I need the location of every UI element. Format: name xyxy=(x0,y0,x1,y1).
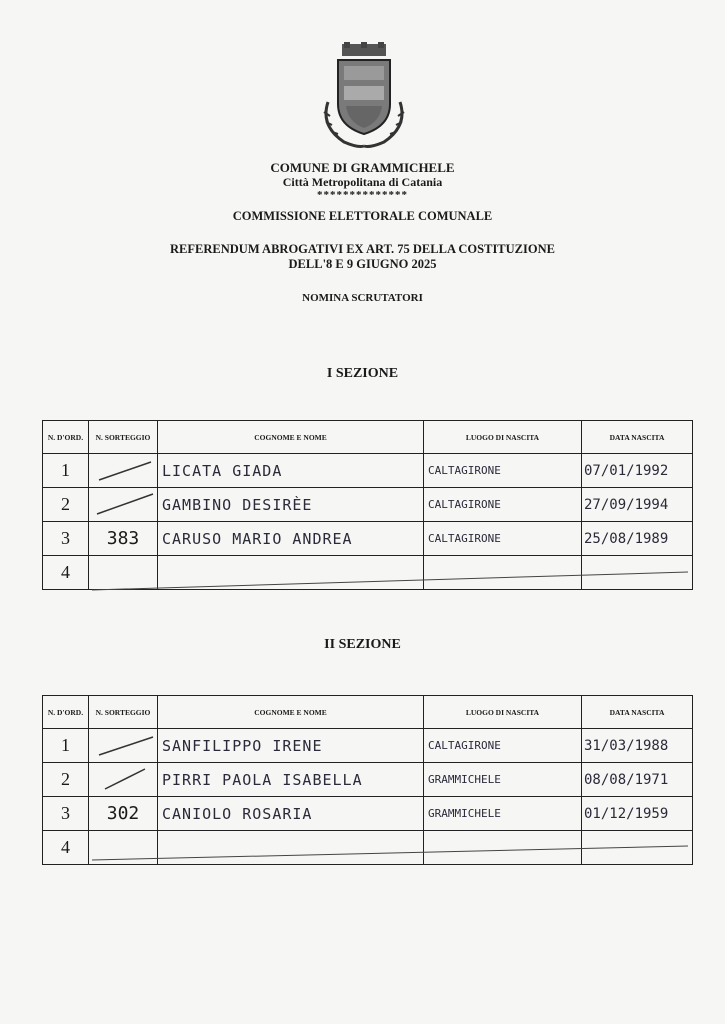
asterisk-divider: ************** xyxy=(317,189,408,201)
draw-number: 383 xyxy=(89,522,158,556)
row-number: 3 xyxy=(43,797,89,831)
birthdate: 25/08/1989 xyxy=(582,522,693,556)
birthdate: 31/03/1988 xyxy=(582,729,693,763)
birthdate: 08/08/1971 xyxy=(582,763,693,797)
section-title-2: II SEZIONE xyxy=(324,637,401,652)
strike-line xyxy=(90,840,690,866)
strike-line xyxy=(90,568,690,594)
scrutineer-name: PIRRI PAOLA ISABELLA xyxy=(158,763,424,797)
birthplace: CALTAGIRONE xyxy=(424,488,582,522)
draw-number xyxy=(89,454,158,488)
scrutineer-name: CARUSO MARIO ANDREA xyxy=(158,522,424,556)
table-row xyxy=(43,522,693,556)
col-header-order: N. D'ORD. xyxy=(43,696,89,729)
document-subject: NOMINA SCRUTATORI xyxy=(302,292,423,304)
table-row xyxy=(43,797,693,831)
metropolitan-city: Città Metropolitana di Catania xyxy=(282,175,443,189)
municipal-crest-icon xyxy=(314,42,414,152)
row-number: 2 xyxy=(43,763,89,797)
section-title-1: I SEZIONE xyxy=(326,366,399,381)
col-header-birthdate: DATA NASCITA xyxy=(582,696,693,729)
table-row xyxy=(43,488,693,522)
scrutineer-name: CANIOLO ROSARIA xyxy=(158,797,424,831)
col-header-draw: N. SORTEGGIO xyxy=(89,696,158,729)
col-header-order: N. D'ORD. xyxy=(43,421,89,454)
birthdate: 07/01/1992 xyxy=(582,454,693,488)
scrutineers-table-section-1 xyxy=(42,420,693,590)
row-number: 2 xyxy=(43,488,89,522)
referendum-title-line2: DELL'8 E 9 GIUGNO 2025 xyxy=(288,257,437,271)
col-header-name: COGNOME E NOME xyxy=(158,696,424,729)
col-header-birthplace: LUOGO DI NASCITA xyxy=(424,696,582,729)
commission-name: COMMISSIONE ELETTORALE COMUNALE xyxy=(232,209,493,223)
scrutineer-name: LICATA GIADA xyxy=(158,454,424,488)
row-number: 4 xyxy=(43,556,89,590)
col-header-birthdate: DATA NASCITA xyxy=(582,421,693,454)
referendum-title-line1: REFERENDUM ABROGATIVI EX ART. 75 DELLA COSTITUZIONE xyxy=(170,242,555,256)
col-header-name: COGNOME E NOME xyxy=(158,421,424,454)
row-number: 4 xyxy=(43,831,89,865)
col-header-draw: N. SORTEGGIO xyxy=(89,421,158,454)
birthplace: CALTAGIRONE xyxy=(424,522,582,556)
birthdate: 01/12/1959 xyxy=(582,797,693,831)
table-row xyxy=(43,729,693,763)
scrutineer-name: GAMBINO DESIRÈE xyxy=(158,488,424,522)
draw-number xyxy=(89,763,158,797)
birthplace: CALTAGIRONE xyxy=(424,729,582,763)
row-number: 1 xyxy=(43,729,89,763)
draw-number xyxy=(89,729,158,763)
table-header-row xyxy=(43,421,693,454)
row-number: 1 xyxy=(43,454,89,488)
municipality-name: COMUNE DI GRAMMICHELE xyxy=(270,160,455,175)
draw-number: 302 xyxy=(89,797,158,831)
table-header-row xyxy=(43,696,693,729)
birthplace: GRAMMICHELE xyxy=(424,797,582,831)
draw-number xyxy=(89,488,158,522)
birthplace: GRAMMICHELE xyxy=(424,763,582,797)
birthplace: CALTAGIRONE xyxy=(424,454,582,488)
birthdate: 27/09/1994 xyxy=(582,488,693,522)
row-number: 3 xyxy=(43,522,89,556)
table-row xyxy=(43,763,693,797)
table-row xyxy=(43,454,693,488)
scrutineer-name: SANFILIPPO IRENE xyxy=(158,729,424,763)
col-header-birthplace: LUOGO DI NASCITA xyxy=(424,421,582,454)
